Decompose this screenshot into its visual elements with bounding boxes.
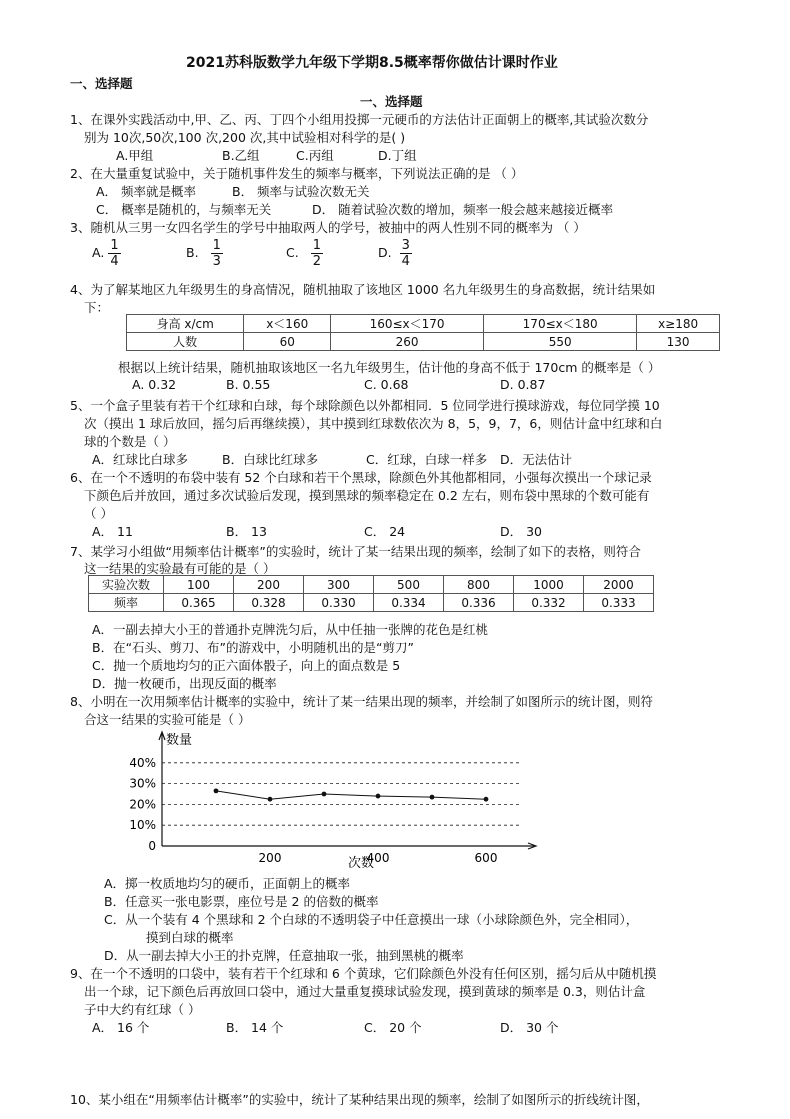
series-line: [216, 791, 486, 799]
table-cell: 260: [331, 333, 484, 351]
q7-line1: 7、某学习小组做“用频率估计概率”的实验时，统计了某一结果出现的频率，绘制了如下的表格，则符合: [70, 544, 641, 559]
q8-option-b: B．任意买一张电影票，座位号是 2 的倍数的概率: [104, 894, 379, 909]
q7-frequency-table: [88, 575, 654, 612]
table-cell: 0.330: [304, 594, 374, 612]
q9-option-a: A． 16 个: [92, 1020, 150, 1035]
table-row: [89, 594, 654, 612]
q2-option-c: C． 概率是随机的，与频率无关: [96, 202, 272, 217]
q3-option-a-denominator: 4: [110, 254, 119, 269]
table-cell: 0.328: [234, 594, 304, 612]
data-point: [484, 797, 489, 802]
q8-option-c-continued: 摸到白球的概率: [146, 930, 234, 945]
q9-option-c: C． 20 个: [364, 1020, 422, 1035]
q2-option-a: A． 频率就是概率: [96, 184, 197, 199]
q1-option-a: A.甲组: [116, 148, 154, 163]
q7-option-b: B．在“石头、剪刀、布”的游戏中，小明随机出的是“剪刀”: [92, 640, 414, 655]
q3-option-c-fraction: [311, 238, 323, 269]
data-point: [430, 795, 435, 800]
q3-option-d-fraction: [400, 238, 412, 269]
q5-option-c: C．红球，白球一样多: [366, 452, 488, 467]
chart-gridlines: [162, 763, 520, 825]
data-point: [322, 792, 327, 797]
table-row: [89, 576, 654, 594]
q8-line-chart: [120, 726, 498, 872]
q10-line1: 10、某小组在“用频率估计概率”的实验中，统计了某种结果出现的频率，绘制了如图所示的折线统计图，: [70, 1092, 649, 1107]
table-cell: 160≤x＜170: [331, 315, 484, 333]
q3-option-b-fraction: [211, 238, 223, 269]
q5-line2: 次（摸出 1 球后放回，摇匀后再继续摸），其中摸到红球数依次为 8，5，9，7，6，则估计盒中红球和白: [84, 416, 663, 431]
table-cell: 实验次数: [89, 576, 164, 594]
q8-line1: 8、小明在一次用频率估计概率的实验中，统计了某一结果出现的频率，并绘制了如图所示的统计图，则符: [70, 694, 653, 709]
chart-y-axis-label: 数量: [166, 733, 193, 748]
q3-option-b: [186, 238, 223, 269]
table-row: [127, 333, 720, 351]
data-point: [268, 797, 273, 802]
q7-option-a: A．一副去掉大小王的普通扑克牌洗匀后，从中任抽一张牌的花色是红桃: [92, 622, 489, 637]
q1-option-c: C.丙组: [296, 148, 334, 163]
q5-option-d: D．无法估计: [500, 452, 573, 467]
q8-option-a: A．掷一枚质地均匀的硬币，正面朝上的概率: [104, 876, 351, 891]
table-cell: 0.332: [514, 594, 584, 612]
q3-option-d-label: D.: [378, 245, 392, 260]
q9-line2: 出一个球，记下颜色后再放回口袋中，通过大量重复摸球试验发现，摸到黄球的频率是 0.3，则估计盒: [84, 984, 646, 999]
q3-option-c-label: C.: [286, 245, 299, 260]
chart-tick-labels: [129, 756, 497, 865]
q7-option-c: C．抛一个质地均匀的正六面体骰子，向上的面点数是 5: [92, 658, 401, 673]
y-tick-label: 0: [148, 839, 156, 853]
q6-line1: 6、在一个不透明的布袋中装有 52 个白球和若干个黑球，除颜色外其他都相同，小强每次摸出一个球记录: [70, 470, 652, 485]
table-cell: 550: [484, 333, 637, 351]
q4-option-c: C. 0.68: [364, 377, 409, 392]
q5-line1: 5、一个盒子里装有若干个红球和白球，每个球除颜色以外都相同．5 位同学进行摸球游戏，每位同学摸 10: [70, 398, 660, 413]
data-point: [376, 794, 381, 799]
q9-line3: 子中大约有红球（ ）: [84, 1002, 201, 1017]
q3-option-a-fraction: [108, 238, 120, 269]
section-heading-left: 一、选择题: [70, 76, 133, 91]
q8-option-d: D．从一副去掉大小王的扑克牌，任意抽取一张，抽到黑桃的概率: [104, 948, 464, 963]
q3-option-a-label: A.: [92, 245, 105, 260]
q4-line1: 4、为了解某地区九年级男生的身高情况，随机抽取了该地区 1000 名九年级男生的身高数据，统计结果如: [70, 282, 656, 297]
q3-option-c-numerator: 1: [312, 238, 321, 253]
y-tick-label: 40%: [129, 755, 156, 770]
q3-option-c-denominator: 2: [312, 254, 321, 269]
x-tick-label: 600: [474, 851, 498, 865]
q6-option-b: B． 13: [226, 524, 267, 539]
q3-option-a: [92, 238, 121, 269]
table-cell: 身高 x/cm: [127, 315, 244, 333]
table-cell: 0.334: [374, 594, 444, 612]
q3-option-d-denominator: 4: [401, 254, 410, 269]
q8-option-c: C．从一个装有 4 个黑球和 2 个白球的不透明袋子中任意摸出一球（小球除颜色外，完全相同），: [104, 912, 639, 927]
table-cell: 200: [234, 576, 304, 594]
y-tick-label: 20%: [129, 797, 156, 812]
chart-x-axis-label: 次数: [348, 856, 375, 871]
data-point: [214, 788, 219, 793]
table-cell: x＜160: [244, 315, 331, 333]
q4-line3: 根据以上统计结果，随机抽取该地区一名九年级男生，估计他的身高不低于 170cm 的概率是（ ）: [118, 360, 661, 375]
q6-option-d: D． 30: [500, 524, 543, 539]
q1-option-d: D.丁组: [378, 148, 417, 163]
table-cell: 500: [374, 576, 444, 594]
q7-line2: 这一结果的实验最有可能的是（ ）: [84, 561, 276, 576]
q4-option-b: B. 0.55: [226, 377, 271, 392]
q9-option-b: B． 14 个: [226, 1020, 284, 1035]
q4-height-table: [126, 314, 720, 351]
q9-line1: 9、在一个不透明的口袋中，装有若干个红球和 6 个黄球，它们除颜色外没有任何区别，摇匀后从中随机摸: [70, 966, 657, 981]
table-cell: 1000: [514, 576, 584, 594]
q4-line2: 下：: [84, 300, 110, 315]
q5-option-a: A．红球比白球多: [92, 452, 189, 467]
table-cell: 频率: [89, 594, 164, 612]
q5-option-b: B．白球比红球多: [222, 452, 319, 467]
q3-option-a-numerator: 1: [110, 238, 119, 253]
x-tick-label: 200: [258, 851, 282, 865]
q5-line3: 球的个数是（ ）: [84, 434, 176, 449]
q6-line2: 下颜色后并放回，通过多次试验后发现，摸到黑球的频率稳定在 0.2 左右，则布袋中黑球的个数可能有: [84, 488, 650, 503]
q6-option-a: A． 11: [92, 524, 133, 539]
q3-line1: 3、随机从三男一女四名学生的学号中抽取两人的学号，被抽中的两人性别不同的概率为 （ ）: [70, 220, 586, 235]
table-cell: 100: [164, 576, 234, 594]
chart-series: [214, 788, 489, 801]
q2-option-d: D． 随着试验次数的增加，频率一般会越来越接近概率: [312, 202, 614, 217]
document-title: 2021苏科版数学九年级下学期8.5概率帮你做估计课时作业: [186, 55, 558, 71]
q3-option-c: [286, 238, 323, 269]
q3-option-b-denominator: 3: [212, 254, 221, 269]
q8-line2: 合这一结果的实验可能是（ ）: [84, 712, 251, 727]
x-tick-label: 400: [366, 851, 390, 865]
table-cell: 170≤x＜180: [484, 315, 637, 333]
y-tick-label: 30%: [129, 776, 156, 791]
q4-option-a: A. 0.32: [132, 377, 177, 392]
q6-option-c: C． 24: [364, 524, 406, 539]
q3-option-b-numerator: 1: [212, 238, 221, 253]
q1-line2: 别为 10次,50次,100 次,200 次,其中试验相对科学的是( ): [84, 130, 406, 145]
q2-option-b: B． 频率与试验次数无关: [232, 184, 370, 199]
q2-line1: 2、在大量重复试验中，关于随机事件发生的频率与概率，下列说法正确的是 （ ）: [70, 166, 524, 181]
table-cell: 130: [637, 333, 720, 351]
table-cell: 800: [444, 576, 514, 594]
q3-option-d: [378, 238, 412, 269]
table-cell: 300: [304, 576, 374, 594]
q6-line3: （ ）: [84, 506, 113, 521]
q3-option-d-numerator: 3: [401, 238, 410, 253]
table-cell: 0.333: [584, 594, 654, 612]
q7-option-d: D．抛一枚硬币，出现反面的概率: [92, 676, 277, 691]
table-row: [127, 315, 720, 333]
section-heading-center: 一、选择题: [360, 94, 423, 109]
q4-option-d: D. 0.87: [500, 377, 546, 392]
table-cell: 60: [244, 333, 331, 351]
q1-option-b: B.乙组: [222, 148, 260, 163]
table-cell: 0.336: [444, 594, 514, 612]
y-tick-label: 10%: [129, 818, 156, 833]
table-cell: x≥180: [637, 315, 720, 333]
q9-option-d: D． 30 个: [500, 1020, 559, 1035]
q1-line1: 1、在课外实践活动中,甲、乙、丙、丁四个小组用投掷一元硬币的方法估计正面朝上的概率,其试验次数分: [70, 112, 649, 127]
q3-option-b-label: B.: [186, 245, 199, 260]
table-cell: 0.365: [164, 594, 234, 612]
table-cell: 2000: [584, 576, 654, 594]
table-cell: 人数: [127, 333, 244, 351]
